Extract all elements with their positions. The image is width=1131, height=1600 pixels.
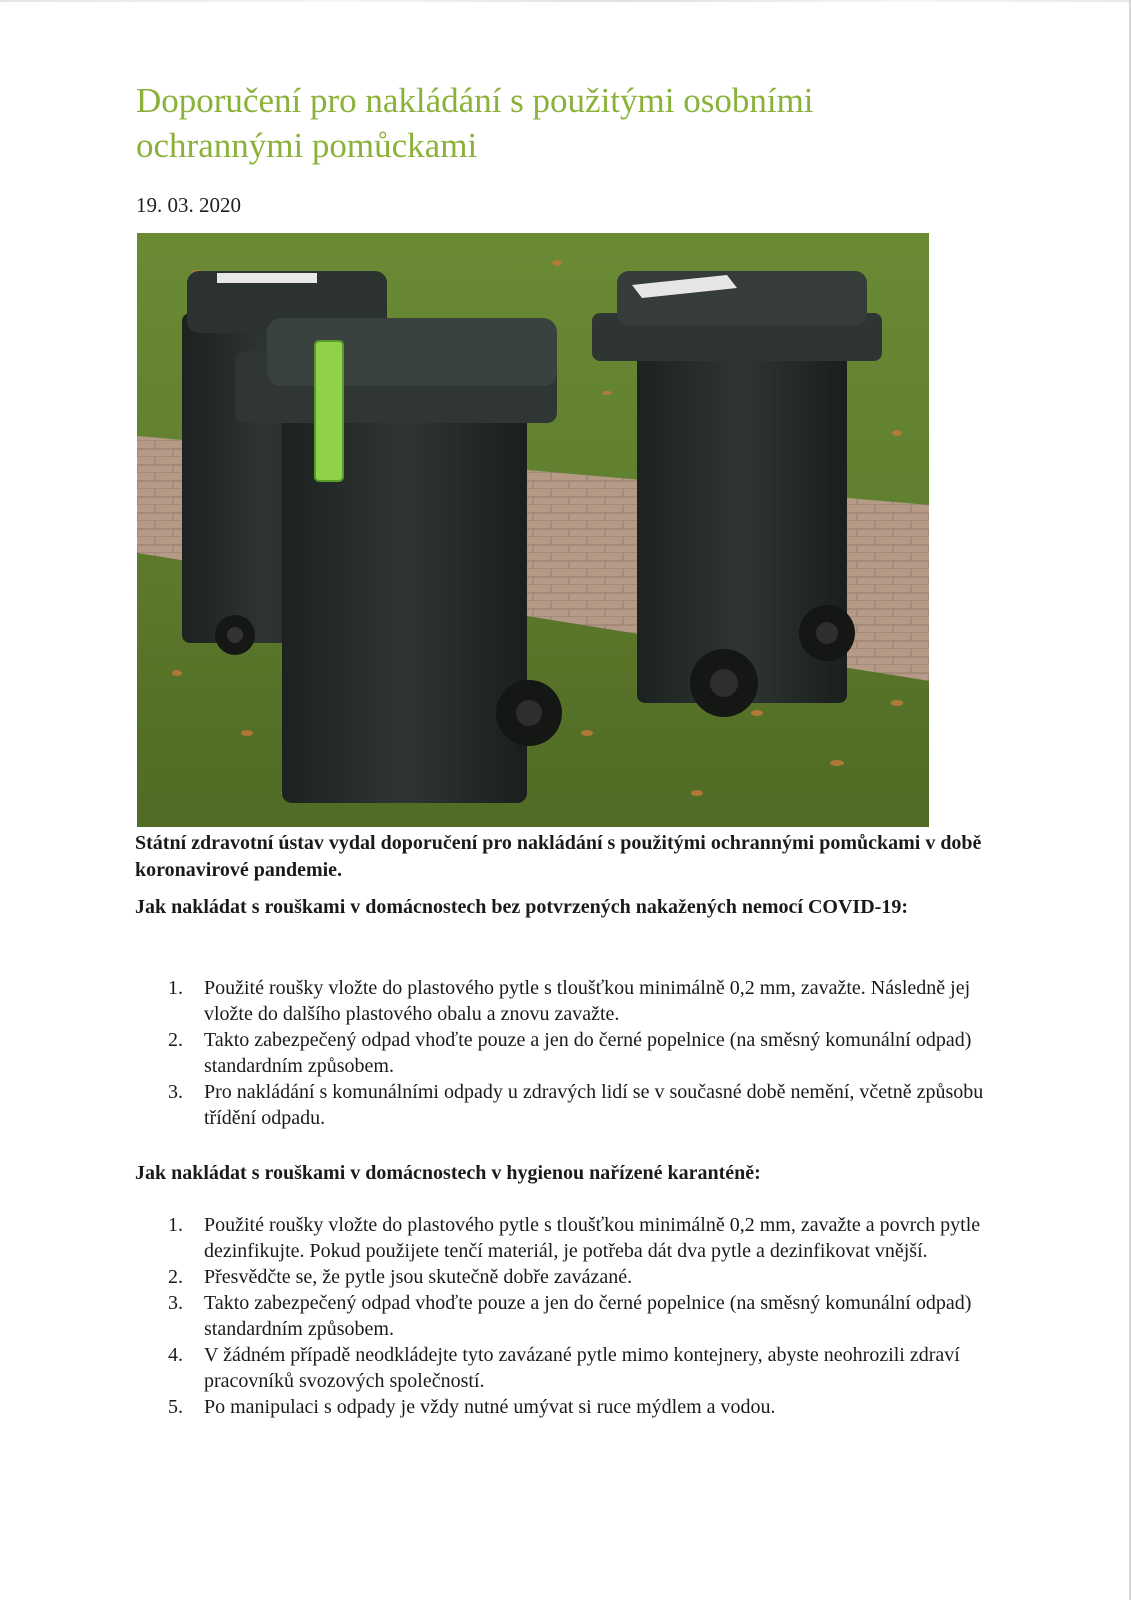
- list-item-text: Pro nakládání s komunálními odpady u zdravých lidí se v současné době nemění, včetně způsobu třídění odpadu.: [204, 1081, 984, 1129]
- section1-heading: Jak nakládat s rouškami v domácnostech bez potvrzených nakažených nemocí COVID-19:: [135, 896, 908, 918]
- list-item-text: Takto zabezpečený odpad vhoďte pouze a jen do černé popelnice (na směsný komunální odpad) standardním způsobem.: [204, 1292, 972, 1340]
- list-item-text: Po manipulaci s odpady je vždy nutné umývat si ruce mýdlem a vodou.: [204, 1396, 776, 1418]
- list-item-text: Takto zabezpečený odpad vhoďte pouze a jen do černé popelnice (na směsný komunální odpad) standardním způsobem.: [204, 1029, 972, 1077]
- section1-list: [0, 975, 1000, 1131]
- list-item-number: 4.: [168, 1344, 183, 1366]
- list-item-number: 5.: [168, 1396, 183, 1418]
- list-item: [0, 1027, 1000, 1079]
- waste-bins-photo: [137, 233, 929, 827]
- list-item-text: Použité roušky vložte do plastového pytle s tloušťkou minimálně 0,2 mm, zavažte a povrch pytle dezinfikujte. Pokud použijete tenčí materiál, je potřeba dát dva pytle a dezinfikovat vnější.: [204, 1214, 981, 1262]
- list-item-number: 1.: [168, 977, 183, 999]
- list-item-number: 1.: [168, 1214, 183, 1236]
- list-item-text: Použité roušky vložte do plastového pytle s tloušťkou minimálně 0,2 mm, zavažte. Následně jej vložte do dalšího plastového obalu a znovu zavažte.: [204, 977, 971, 1025]
- list-item: [0, 1342, 1000, 1394]
- scan-top-edge: [0, 0, 1131, 2]
- list-item: [0, 975, 1000, 1027]
- list-item-text: Přesvědčte se, že pytle jsou skutečně dobře zavázané.: [204, 1266, 633, 1288]
- publish-date: 19. 03. 2020: [136, 193, 241, 217]
- list-item-number: 2.: [168, 1029, 183, 1051]
- section2-list: [0, 1212, 1000, 1420]
- list-item-number: 3.: [168, 1081, 183, 1103]
- page-title: Doporučení pro nakládání s použitými osobními ochrannými pomůckami: [136, 81, 814, 165]
- list-item-number: 2.: [168, 1266, 183, 1288]
- list-item: [0, 1290, 1000, 1342]
- list-item: [0, 1212, 1000, 1264]
- section2-heading: Jak nakládat s rouškami v domácnostech v hygienou nařízené karanténě:: [135, 1162, 761, 1184]
- list-item: [0, 1079, 1000, 1131]
- list-item: [0, 1264, 1000, 1290]
- list-item-number: 3.: [168, 1292, 183, 1314]
- list-item: [0, 1394, 1000, 1420]
- article-lead: Státní zdravotní ústav vydal doporučení pro nakládání s použitými ochrannými pomůckami v době koronavirové pandemie.: [135, 832, 982, 881]
- list-item-text: V žádném případě neodkládejte tyto zavázané pytle mimo kontejnery, abyste neohrozili zdraví pracovníků svozových společností.: [204, 1344, 960, 1392]
